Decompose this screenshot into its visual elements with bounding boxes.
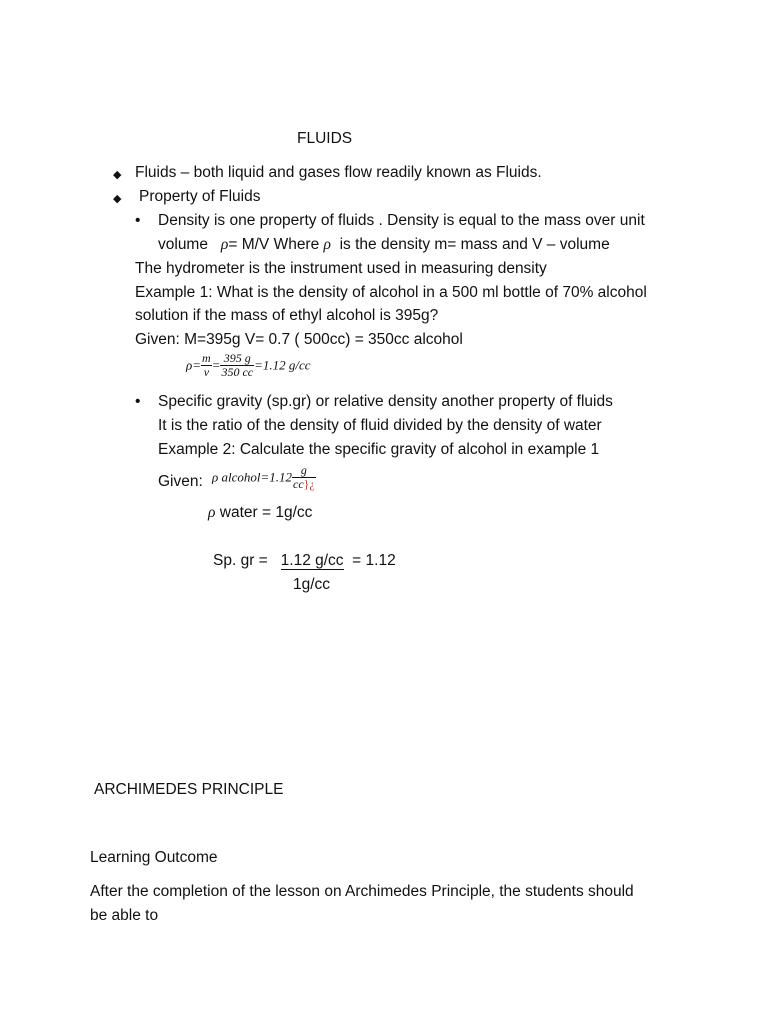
specific-gravity-line-1: Specific gravity (sp.gr) or relative density another property of fluids xyxy=(158,393,613,410)
water-density: ρ water = 1g/cc xyxy=(208,504,313,521)
example-2-line: Example 2: Calculate the specific gravity of alcohol in example 1 xyxy=(158,441,600,458)
spgr-equation: Sp. gr = 1.12 g/cc = 1.12 xyxy=(213,552,396,569)
rho-symbol: ρ xyxy=(208,504,216,521)
example-2-given-formula: ρ alcohol=1.12 $\frac{g}{cc\}¿}$ xyxy=(212,463,315,491)
bullet-fluids-definition: Fluids – both liquid and gases flow readily known as Fluids. xyxy=(135,164,542,181)
example-1-line-1: Example 1: What is the density of alcohol in a 500 ml bottle of 70% alcohol xyxy=(135,284,647,301)
fraction-m-over-v: $\frac{m}{v}$ xyxy=(202,351,211,379)
learning-outcome-heading: Learning Outcome xyxy=(90,849,218,866)
archimedes-heading: ARCHIMEDES PRINCIPLE xyxy=(94,781,284,798)
fraction-g-over-cc: $\frac{g}{cc\}¿}$ xyxy=(293,463,315,491)
rho-symbol: ρ xyxy=(220,236,229,253)
bullet-property-of-fluids: Property of Fluids xyxy=(139,188,261,205)
bullet-dot-icon: • xyxy=(135,212,141,229)
spgr-denominator: 1g/cc xyxy=(293,576,331,593)
hydrometer-text: The hydrometer is the instrument used in measuring density xyxy=(135,260,547,277)
render-artifact: }¿ xyxy=(303,477,315,491)
example-1-given: Given: M=395g V= 0.7 ( 500cc) = 350cc alcohol xyxy=(135,331,463,348)
bullet-diamond-icon: ◆ xyxy=(113,169,122,181)
density-formula: ρ= $\frac{m}{v}$ = $\frac{395 g}{350 cc}$ =1.12 g/cc xyxy=(186,351,311,379)
spgr-numerator: 1.12 g/cc xyxy=(280,552,344,569)
bullet-diamond-icon: ◆ xyxy=(113,193,122,205)
example-2-given-label: Given: xyxy=(158,473,203,490)
density-line-2: volume ρ= M/V Where ρ is the density m= mass and V – volume xyxy=(158,236,610,253)
specific-gravity-line-2: It is the ratio of the density of fluid divided by the density of water xyxy=(158,417,602,434)
example-1-line-2: solution if the mass of ethyl alcohol is 395g? xyxy=(135,307,439,324)
fraction-395-over-350: $\frac{395 g}{350 cc}$ xyxy=(221,351,254,379)
learning-outcome-paragraph-line-1: After the completion of the lesson on Archimedes Principle, the students should xyxy=(90,883,634,900)
page-title: FLUIDS xyxy=(297,130,353,147)
density-line-1: Density is one property of fluids . Density is equal to the mass over unit xyxy=(158,212,645,229)
learning-outcome-paragraph-line-2: be able to xyxy=(90,907,159,924)
rho-symbol: ρ xyxy=(323,236,331,253)
bullet-dot-icon: • xyxy=(135,393,141,410)
